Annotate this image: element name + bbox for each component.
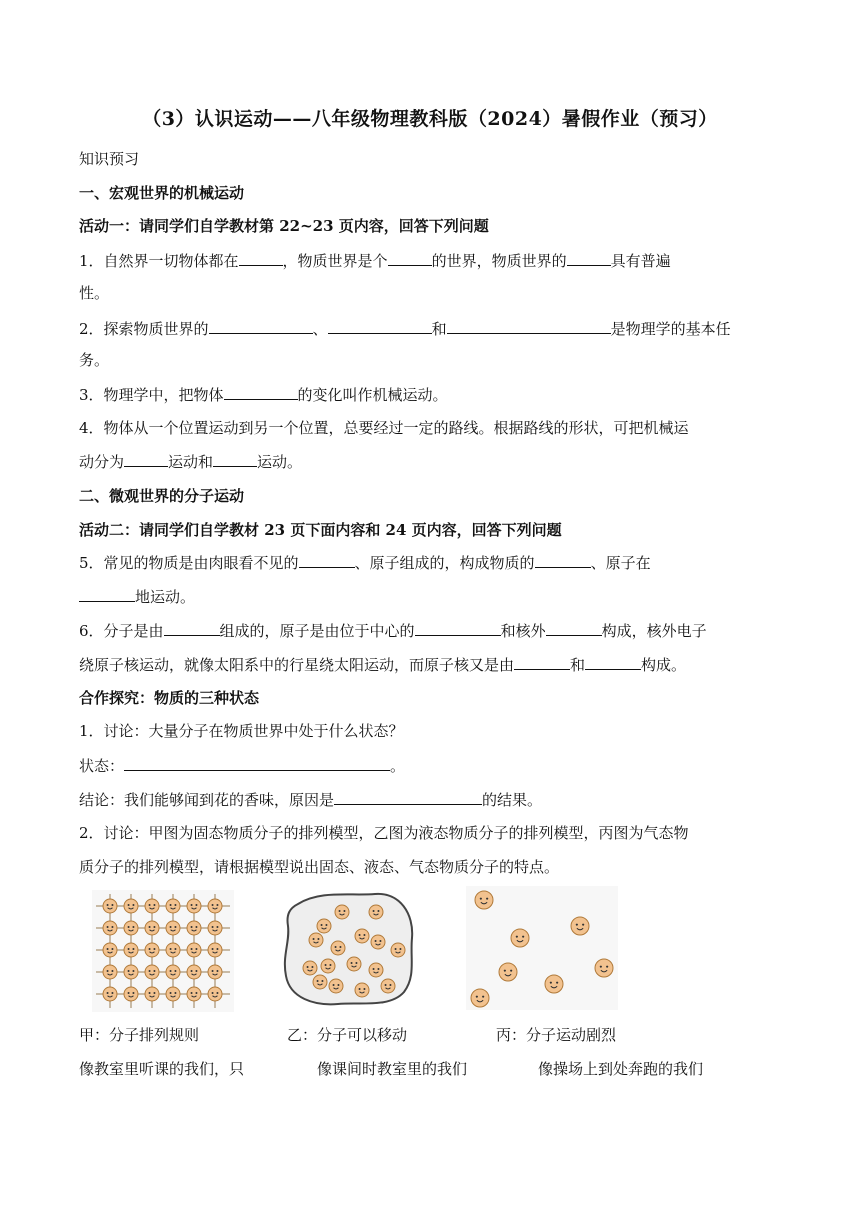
molecule-icon bbox=[124, 987, 138, 1001]
molecule-icon bbox=[166, 921, 180, 935]
molecule-icon bbox=[166, 987, 180, 1001]
molecule-icon bbox=[124, 921, 138, 935]
molecule-icon bbox=[371, 935, 385, 949]
liquid-molecules-figure bbox=[280, 886, 420, 1010]
molecule-icon bbox=[475, 891, 493, 909]
molecule-icon bbox=[103, 987, 117, 1001]
question-4-line2: 动分为 运动和 运动。 bbox=[79, 453, 303, 471]
molecule-icon bbox=[208, 899, 222, 913]
answer-blank bbox=[124, 451, 168, 467]
molecule-icon bbox=[355, 929, 369, 943]
molecule-icon bbox=[187, 965, 201, 979]
question-2-line2: 务。 bbox=[79, 351, 110, 369]
molecule-icon bbox=[187, 899, 201, 913]
molecule-icon bbox=[595, 959, 613, 977]
answer-blank bbox=[224, 384, 298, 400]
molecule-icon bbox=[381, 979, 395, 993]
molecule-icon bbox=[208, 965, 222, 979]
answer-blank bbox=[535, 552, 591, 568]
answer-blank bbox=[388, 250, 432, 266]
molecule-icon bbox=[145, 965, 159, 979]
molecule-icon bbox=[103, 965, 117, 979]
question-4-line1: 4．物体从一个位置运动到另一个位置，总要经过一定的路线。根据路线的形状，可把机械运 bbox=[79, 419, 689, 437]
answer-blank bbox=[209, 318, 313, 334]
molecule-icon bbox=[335, 905, 349, 919]
question-3: 3．物理学中，把物体 的变化叫作机械运动。 bbox=[79, 386, 448, 404]
discussion-1-conclusion: 结论：我们能够闻到花的香味，原因是 的结果。 bbox=[79, 791, 543, 809]
molecule-icon bbox=[471, 989, 489, 1007]
analogy-liquid: 像课间时教室里的我们 bbox=[317, 1060, 468, 1078]
heading-macro: 一、宏观世界的机械运动 bbox=[79, 184, 245, 202]
molecule-icon bbox=[187, 987, 201, 1001]
answer-blank bbox=[79, 586, 135, 602]
answer-blank bbox=[334, 789, 482, 805]
heading-micro: 二、微观世界的分子运动 bbox=[79, 487, 245, 505]
molecule-icon bbox=[145, 987, 159, 1001]
molecule-icon bbox=[347, 957, 361, 971]
molecule-icon bbox=[124, 943, 138, 957]
answer-blank bbox=[585, 654, 641, 670]
activity-one: 活动一：请同学们自学教材第 22~23 页内容，回答下列问题 bbox=[79, 217, 489, 235]
answer-blank bbox=[164, 620, 220, 636]
molecule-icon bbox=[545, 975, 563, 993]
molecule-icon bbox=[571, 917, 589, 935]
question-5-line1: 5．常见的物质是由肉眼看不见的 、原子组成的，构成物质的 、原子在 bbox=[79, 554, 651, 572]
cooperative-heading: 合作探究：物质的三种状态 bbox=[79, 689, 260, 707]
section-label: 知识预习 bbox=[79, 150, 140, 168]
answer-blank bbox=[567, 250, 611, 266]
molecule-icon bbox=[208, 987, 222, 1001]
molecule-icon bbox=[511, 929, 529, 947]
discussion-1-state: 状态： 。 bbox=[79, 757, 406, 775]
molecule-icon bbox=[187, 921, 201, 935]
molecule-icon bbox=[391, 943, 405, 957]
analogy-solid: 像教室里听课的我们，只 bbox=[79, 1060, 245, 1078]
molecule-icon bbox=[309, 933, 323, 947]
molecule-icon bbox=[124, 965, 138, 979]
molecule-icon bbox=[145, 921, 159, 935]
molecule-icon bbox=[166, 943, 180, 957]
discussion-2-line1: 2．讨论：甲图为固态物质分子的排列模型，乙图为液态物质分子的排列模型，丙图为气态物 bbox=[79, 824, 689, 842]
molecule-icon bbox=[369, 963, 383, 977]
molecule-icon bbox=[208, 943, 222, 957]
answer-blank bbox=[328, 318, 432, 334]
molecule-icon bbox=[499, 963, 517, 981]
molecule-icon bbox=[313, 975, 327, 989]
solid-lattice-figure bbox=[92, 890, 234, 1012]
question-1-line1: 1．自然界一切物体都在 ，物质世界是个 的世界，物质世界的 具有普遍 bbox=[79, 252, 671, 270]
caption-gas: 丙：分子运动剧烈 bbox=[496, 1026, 617, 1044]
analogy-gas: 像操场上到处奔跑的我们 bbox=[538, 1060, 704, 1078]
molecule-icon bbox=[321, 959, 335, 973]
molecule-icon bbox=[166, 965, 180, 979]
answer-blank bbox=[124, 755, 390, 771]
gas-molecules-figure bbox=[466, 886, 618, 1010]
molecule-icon bbox=[103, 943, 117, 957]
molecule-icon bbox=[208, 921, 222, 935]
answer-blank bbox=[447, 318, 611, 334]
caption-solid: 甲：分子排列规则 bbox=[79, 1026, 200, 1044]
question-6-line2: 绕原子核运动，就像太阳系中的行星绕太阳运动，而原子核又是由 和 构成。 bbox=[79, 656, 687, 674]
molecule-icon bbox=[187, 943, 201, 957]
discussion-1: 1．讨论：大量分子在物质世界中处于什么状态？ bbox=[79, 722, 404, 740]
molecule-icon bbox=[329, 979, 343, 993]
molecule-icon bbox=[145, 943, 159, 957]
answer-blank bbox=[546, 620, 602, 636]
molecule-icon bbox=[355, 983, 369, 997]
activity-two: 活动二：请同学们自学教材 23 页下面内容和 24 页内容，回答下列问题 bbox=[79, 521, 562, 539]
answer-blank bbox=[299, 552, 355, 568]
answer-blank bbox=[514, 654, 570, 670]
molecule-icon bbox=[369, 905, 383, 919]
molecule-icon bbox=[145, 899, 159, 913]
molecule-icon bbox=[166, 899, 180, 913]
molecule-icon bbox=[124, 899, 138, 913]
molecule-icon bbox=[331, 941, 345, 955]
molecule-icon bbox=[317, 919, 331, 933]
molecule-icon bbox=[103, 899, 117, 913]
molecule-icon bbox=[103, 921, 117, 935]
page-title: （3）认识运动——八年级物理教科版（2024）暑假作业（预习） bbox=[142, 108, 718, 130]
answer-blank bbox=[239, 250, 283, 266]
molecule-icon bbox=[303, 961, 317, 975]
question-2-line1: 2．探索物质世界的 、 和 是物理学的基本任 bbox=[79, 320, 731, 338]
question-1-line2: 性。 bbox=[79, 284, 110, 302]
question-6-line1: 6．分子是由 组成的，原子是由位于中心的 和核外 构成，核外电子 bbox=[79, 622, 707, 640]
answer-blank bbox=[415, 620, 501, 636]
question-5-line2: 地运动。 bbox=[79, 586, 791, 607]
answer-blank bbox=[213, 451, 257, 467]
discussion-2-line2: 质分子的排列模型，请根据模型说出固态、液态、气态物质分子的特点。 bbox=[79, 858, 560, 876]
caption-liquid: 乙：分子可以移动 bbox=[287, 1026, 408, 1044]
